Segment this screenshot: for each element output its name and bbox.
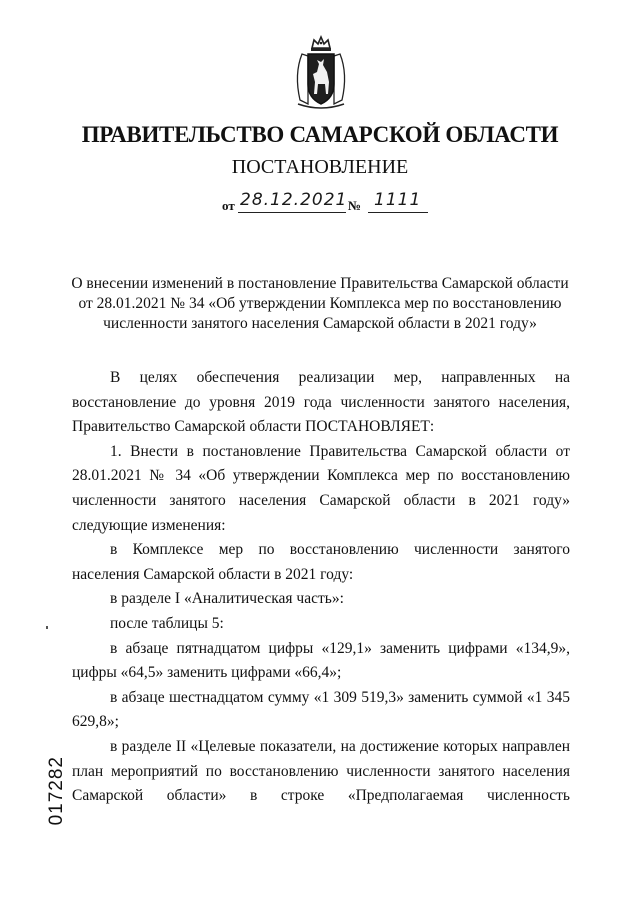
subject-line: численности занятого населения Самарской области в 2021 году» [103, 315, 537, 332]
body-paragraph: В целях обеспечения реализации мер, направленных на восстановление до уровня 2019 года численности занятого населения, Правительство Самарской области ПОСТАНОВЛЯЕТ: [72, 369, 570, 436]
number-underline [368, 212, 428, 213]
body-paragraph: в разделе I «Аналитическая часть»: [110, 590, 344, 608]
handwritten-date: 28.12.2021 [240, 190, 348, 210]
scan-speck [46, 626, 48, 629]
body-paragraph: после таблицы 5: [110, 614, 224, 632]
body-paragraph: в разделе II «Целевые показатели, на достижение которых направлен план мероприятий по восстановлению численности занятого населения Самарской области» в строке «Предполагаемая численность [72, 737, 570, 805]
government-title: ПРАВИТЕЛЬСТВО САМАРСКОЙ ОБЛАСТИ [81, 122, 559, 147]
date-underline [238, 212, 346, 213]
subject-line: от 28.01.2021 № 34 «Об утверждении Комплекса мер по восстановлению [78, 295, 562, 312]
body-paragraph: 1. Внести в постановление Правительства Самарской области от 28.01.2021 № 34 «Об утверждении Комплекса мер по восстановлению численности занятого населения Самарской области в 2021 году» следующие изменения: [72, 442, 570, 534]
sheet-serial-number: 017282 [46, 756, 67, 826]
document-body [72, 366, 570, 809]
body-paragraph: в Комплексе мер по восстановлению численности занятого населения Самарской области в 2021 году: [72, 541, 570, 583]
document-subject [60, 274, 580, 334]
subject-line: О внесении изменений в постановление Правительства Самарской области [71, 275, 569, 292]
body-paragraph: в абзаце шестнадцатом сумму «1 309 519,3» заменить суммой «1 345 629,8»; [72, 688, 570, 731]
date-number-line [222, 192, 432, 216]
document-type: ПОСТАНОВЛЕНИЕ [231, 156, 409, 178]
samara-coat-of-arms-icon [288, 34, 354, 112]
body-paragraph: в абзаце пятнадцатом цифры «129,1» заменить цифрами «134,9», цифры «64,5» заменить цифрами «66,4»; [72, 639, 570, 682]
number-prefix: № [348, 198, 362, 213]
date-prefix: от [222, 198, 235, 213]
handwritten-number: 1111 [374, 190, 422, 210]
